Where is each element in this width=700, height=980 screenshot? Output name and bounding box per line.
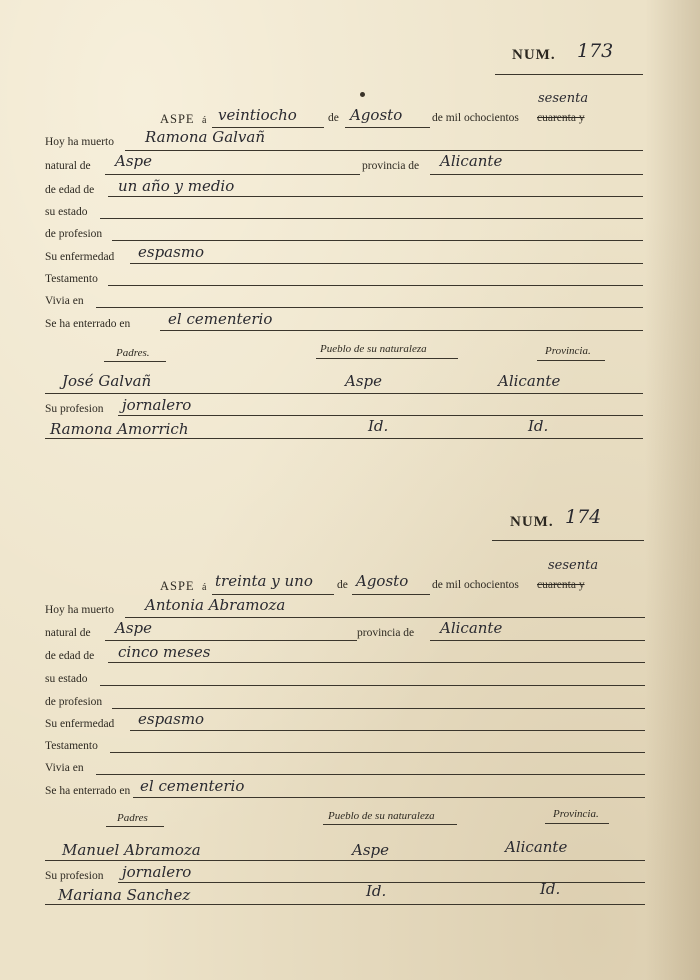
profession-label: de profesion — [45, 696, 103, 708]
form-line — [112, 240, 643, 241]
buried-value: el cementerio — [168, 310, 273, 328]
father-province: Alicante — [505, 838, 568, 856]
natural-place: Aspe — [115, 619, 153, 637]
mother-province: Id. — [528, 417, 549, 435]
year-correction: sesenta — [548, 558, 599, 573]
form-line — [96, 307, 643, 308]
province-value: Alicante — [440, 619, 503, 637]
divider — [495, 74, 643, 75]
year-correction: sesenta — [538, 91, 589, 106]
form-line — [45, 438, 643, 439]
form-line — [430, 174, 643, 175]
deceased-name: Antonia Abramoza — [145, 596, 286, 614]
underline — [104, 361, 166, 362]
parent-profession-label: Su profesion — [45, 870, 104, 882]
natural-place: Aspe — [115, 152, 153, 170]
underline — [352, 594, 430, 595]
age-value: un año y medio — [118, 177, 235, 195]
province-label: provincia de — [362, 160, 420, 172]
form-line — [108, 196, 643, 197]
year-text: de mil ochocientos — [432, 579, 519, 591]
form-line — [100, 218, 643, 219]
form-line — [125, 617, 645, 618]
form-line — [118, 415, 643, 416]
underline — [545, 823, 609, 824]
record-number-label: NUM. — [510, 514, 554, 530]
testament-label: Testamento — [45, 273, 98, 285]
mother-name: Mariana Sanchez — [58, 886, 191, 904]
state-label: su estado — [45, 673, 88, 685]
mother-town: Id. — [366, 882, 387, 900]
underline — [537, 360, 605, 361]
lived-label: Vivia en — [45, 295, 84, 307]
province-header: Provincia. — [553, 808, 599, 820]
form-line — [108, 662, 645, 663]
testament-label: Testamento — [45, 740, 98, 752]
province-header: Provincia. — [545, 345, 591, 357]
a-word: á — [202, 115, 207, 126]
date-day: treinta y uno — [215, 572, 313, 590]
year-text: de mil ochocientos — [432, 112, 519, 124]
form-line — [96, 774, 645, 775]
profession-label: de profesion — [45, 228, 103, 240]
form-line — [110, 752, 645, 753]
parent-profession-value: jornalero — [122, 863, 192, 881]
father-province: Alicante — [498, 372, 561, 390]
form-line — [430, 640, 645, 641]
province-label: provincia de — [357, 627, 415, 639]
form-line — [100, 685, 645, 686]
year-struck: cuarenta y — [537, 579, 585, 591]
underline — [106, 826, 164, 827]
parent-profession-label: Su profesion — [45, 403, 104, 415]
date-month: Agosto — [350, 106, 403, 124]
age-label: de edad de — [45, 184, 95, 196]
illness-label: Su enfermedad — [45, 718, 115, 730]
place-label: ASPE — [160, 579, 195, 593]
natural-label: natural de — [45, 627, 91, 639]
father-name: José Galvañ — [62, 372, 152, 390]
form-line — [133, 797, 645, 798]
illness-value: espasmo — [138, 710, 205, 728]
form-line — [105, 174, 360, 175]
underline — [212, 594, 334, 595]
underline — [316, 358, 458, 359]
age-value: cinco meses — [118, 643, 211, 661]
ink-dot — [360, 92, 365, 97]
record-number-value: 173 — [577, 40, 614, 62]
buried-value: el cementerio — [140, 777, 245, 795]
year-struck: cuarenta y — [537, 112, 585, 124]
age-label: de edad de — [45, 650, 95, 662]
underline — [323, 824, 457, 825]
form-line — [112, 708, 645, 709]
de-word: de — [337, 579, 348, 591]
form-line — [45, 860, 645, 861]
deceased-name: Ramona Galvañ — [145, 128, 266, 146]
parent-profession-value: jornalero — [122, 396, 192, 414]
record-number-value: 174 — [565, 506, 602, 528]
divider — [492, 540, 644, 541]
form-line — [125, 150, 643, 151]
province-value: Alicante — [440, 152, 503, 170]
record-number-label: NUM. — [512, 47, 556, 63]
form-line — [130, 263, 643, 264]
de-word: de — [328, 112, 339, 124]
father-town: Aspe — [345, 372, 383, 390]
form-line — [45, 904, 645, 905]
date-day: veintiocho — [218, 106, 297, 124]
mother-name: Ramona Amorrich — [50, 420, 189, 438]
died-label: Hoy ha muerto — [45, 136, 114, 148]
form-line — [130, 730, 645, 731]
form-line — [160, 330, 643, 331]
natural-label: natural de — [45, 160, 91, 172]
date-month: Agosto — [356, 572, 409, 590]
form-line — [45, 393, 643, 394]
illness-value: espasmo — [138, 243, 205, 261]
underline — [345, 127, 430, 128]
lived-label: Vivia en — [45, 762, 84, 774]
mother-town: Id. — [368, 417, 389, 435]
place-label: ASPE — [160, 112, 195, 126]
buried-label: Se ha enterrado en — [45, 785, 131, 797]
a-word: á — [202, 582, 207, 593]
buried-label: Se ha enterrado en — [45, 318, 131, 330]
town-header: Pueblo de su naturaleza — [328, 810, 435, 822]
died-label: Hoy ha muerto — [45, 604, 114, 616]
illness-label: Su enfermedad — [45, 251, 115, 263]
page-fold-shadow — [645, 0, 700, 980]
form-line — [108, 285, 643, 286]
father-name: Manuel Abramoza — [62, 841, 201, 859]
state-label: su estado — [45, 206, 88, 218]
parents-header: Padres — [117, 812, 148, 824]
father-town: Aspe — [352, 841, 390, 859]
form-line — [105, 640, 357, 641]
town-header: Pueblo de su naturaleza — [320, 343, 427, 355]
parents-header: Padres. — [116, 347, 150, 359]
mother-province: Id. — [540, 880, 561, 898]
